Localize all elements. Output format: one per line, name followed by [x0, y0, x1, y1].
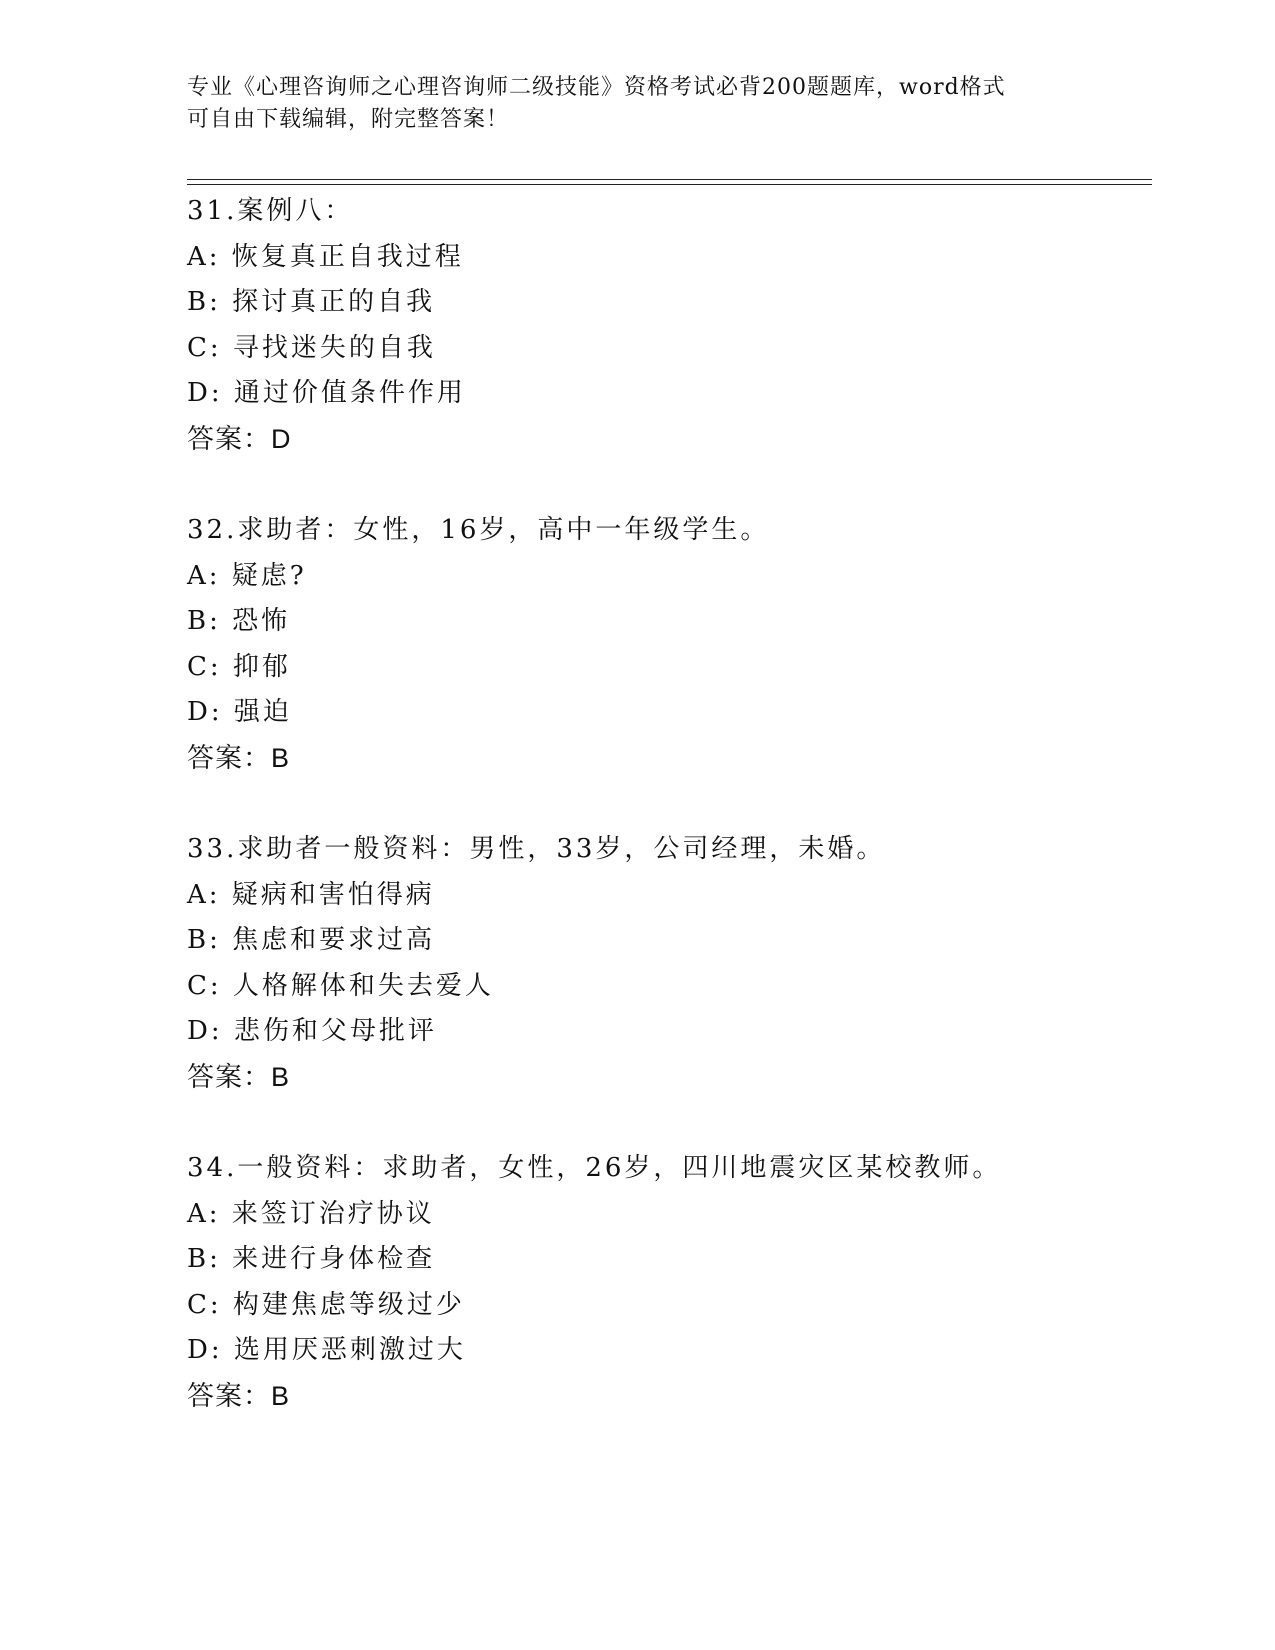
- option-a: A: 疑虑?: [187, 560, 307, 591]
- question-stem: 32.求助者：女性，16岁，高中一年级学生。: [187, 515, 770, 545]
- answer-line: 答案：B: [187, 742, 291, 773]
- option-b: B: 焦虑和要求过高: [187, 925, 436, 955]
- header-divider-top: [187, 179, 1152, 180]
- option-d: D: 悲伤和父母批评: [187, 1016, 437, 1046]
- question-31: [187, 189, 1152, 462]
- option-d: D: 选用厌恶刺激过大: [187, 1335, 466, 1365]
- header-line-1: 专业《心理咨询师之心理咨询师二级技能》资格考试必背200题题库，word格式: [187, 75, 1006, 100]
- option-a: A: 恢复真正自我过程: [187, 241, 464, 272]
- option-b: B: 来进行身体检查: [187, 1244, 436, 1274]
- option-c: C: 抑郁: [187, 651, 291, 682]
- header-line-2: 可自由下载编辑，附完整答案！: [187, 107, 510, 132]
- question-stem: 34.一般资料：求助者，女性，26岁，四川地震灾区某校教师。: [187, 1153, 1002, 1183]
- question-32: [187, 508, 1152, 781]
- option-b: B: 恐怖: [187, 606, 291, 636]
- answer-line: 答案：D: [187, 423, 292, 454]
- question-34: [187, 1146, 1152, 1419]
- option-c: C: 构建焦虑等级过少: [187, 1289, 465, 1320]
- option-c: C: 寻找迷失的自我: [187, 332, 436, 363]
- option-b: B: 探讨真正的自我: [187, 287, 436, 317]
- option-a: A: 疑病和害怕得病: [187, 879, 435, 910]
- answer-line: 答案：B: [187, 1380, 291, 1411]
- header-divider-bottom: [187, 184, 1152, 185]
- question-stem: 31.案例八：: [187, 196, 354, 226]
- option-c: C: 人格解体和失去爱人: [187, 970, 494, 1001]
- option-a: A: 来签订治疗协议: [187, 1198, 435, 1229]
- option-d: D: 通过价值条件作用: [187, 378, 466, 408]
- document-header: [187, 72, 1067, 136]
- answer-line: 答案：B: [187, 1061, 291, 1092]
- option-d: D: 强迫: [187, 697, 292, 727]
- question-stem: 33.求助者一般资料：男性，33岁，公司经理，未婚。: [187, 834, 886, 864]
- question-33: [187, 827, 1152, 1100]
